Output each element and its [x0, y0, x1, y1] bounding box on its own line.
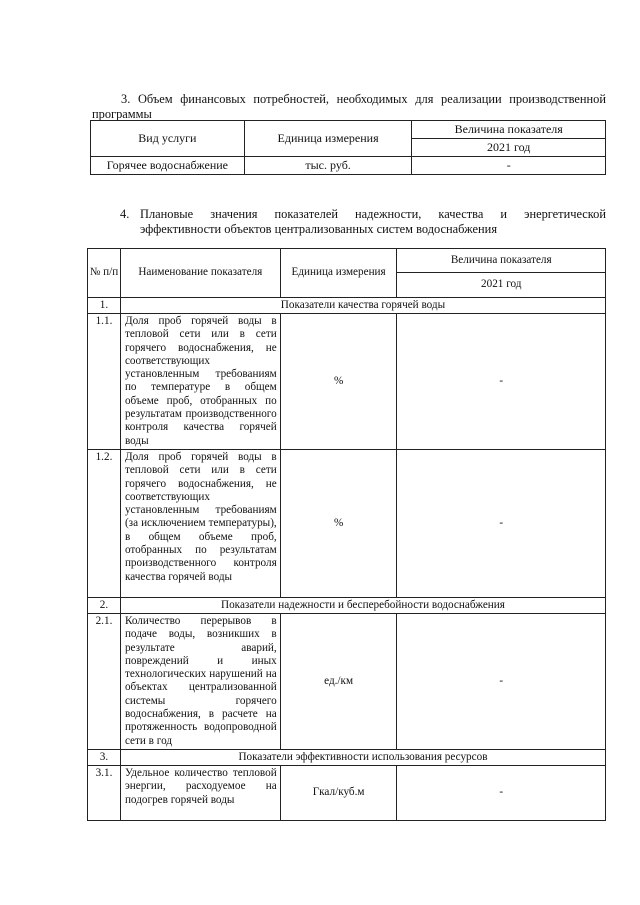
table-row — [88, 613, 606, 749]
section-title: Показатели качества горячей воды — [120, 298, 605, 314]
value-cell: - — [412, 157, 606, 175]
section-title: Показатели эффективности использования ресурсов — [120, 749, 605, 765]
col-name-header: Наименование показателя — [120, 249, 280, 298]
section4-heading-line2: эффективности объектов централизованных систем водоснабжения — [140, 222, 498, 236]
section-row — [88, 298, 606, 314]
financial-needs-table — [90, 120, 606, 175]
section3-heading — [92, 92, 606, 122]
row-num: 1.2. — [88, 449, 121, 597]
section4-heading — [120, 207, 606, 237]
indicators-table — [87, 248, 606, 821]
table-row — [88, 314, 606, 450]
table-row — [88, 765, 606, 820]
row-value: - — [397, 314, 606, 450]
col-value-header: Величина показателя — [397, 249, 606, 273]
year-header: 2021 год — [397, 273, 606, 298]
row-name: Количество перерывов в подаче воды, возникших в результате аварий, повреждений и иных технологических нарушений на объектах централизованной системы горячего водоснабжения, в расчете на протяженность водопроводной сети в год — [120, 613, 280, 749]
row-unit: Гкал/куб.м — [280, 765, 397, 820]
service-cell: Горячее водоснабжение — [91, 157, 245, 175]
section-row — [88, 597, 606, 613]
row-num: 3.1. — [88, 765, 121, 820]
row-value: - — [397, 449, 606, 597]
col-unit-header: Единица измерения — [280, 249, 397, 298]
section-title: Показатели надежности и бесперебойности водоснабжения — [120, 597, 605, 613]
year-header: 2021 год — [412, 139, 606, 157]
row-unit: ед./км — [280, 613, 397, 749]
section4-heading-text: Плановые значения показателей надежности, качества и энергетической — [140, 207, 606, 221]
row-value: - — [397, 613, 606, 749]
section-row — [88, 749, 606, 765]
unit-cell: тыс. руб. — [244, 157, 412, 175]
section4-number: 4. — [120, 207, 130, 221]
row-name: Удельное количество тепловой энергии, расходуемое на подогрев горячей воды — [120, 765, 280, 820]
section4-heading-line1 — [120, 207, 606, 222]
section3-heading-line2: программы — [92, 107, 152, 121]
col-unit-header: Единица измерения — [244, 121, 412, 157]
row-value: - — [397, 765, 606, 820]
section-num: 1. — [88, 298, 121, 314]
section-num: 2. — [88, 597, 121, 613]
col-service-header: Вид услуги — [91, 121, 245, 157]
section3-heading-line1: 3. Объем финансовых потребностей, необходимых для реализации производственной — [121, 92, 606, 106]
table-row — [88, 449, 606, 597]
row-name: Доля проб горячей воды в тепловой сети или в сети горячего водоснабжения, не соответствующих установленным требованиям (за исключением температуры), в общем объеме проб, отобранных по результатам производственного контроля качества горячей воды — [120, 449, 280, 597]
col-value-header: Величина показателя — [412, 121, 606, 139]
row-num: 2.1. — [88, 613, 121, 749]
section-num: 3. — [88, 749, 121, 765]
row-name: Доля проб горячей воды в тепловой сети или в сети горячего водоснабжения, не соответствующих установленным требованиям по температуре в общем объеме проб, отобранных по результатам производственного контроля качества горячей воды — [120, 314, 280, 450]
row-unit: % — [280, 449, 397, 597]
row-unit: % — [280, 314, 397, 450]
row-num: 1.1. — [88, 314, 121, 450]
col-num-header: № п/п — [88, 249, 121, 298]
